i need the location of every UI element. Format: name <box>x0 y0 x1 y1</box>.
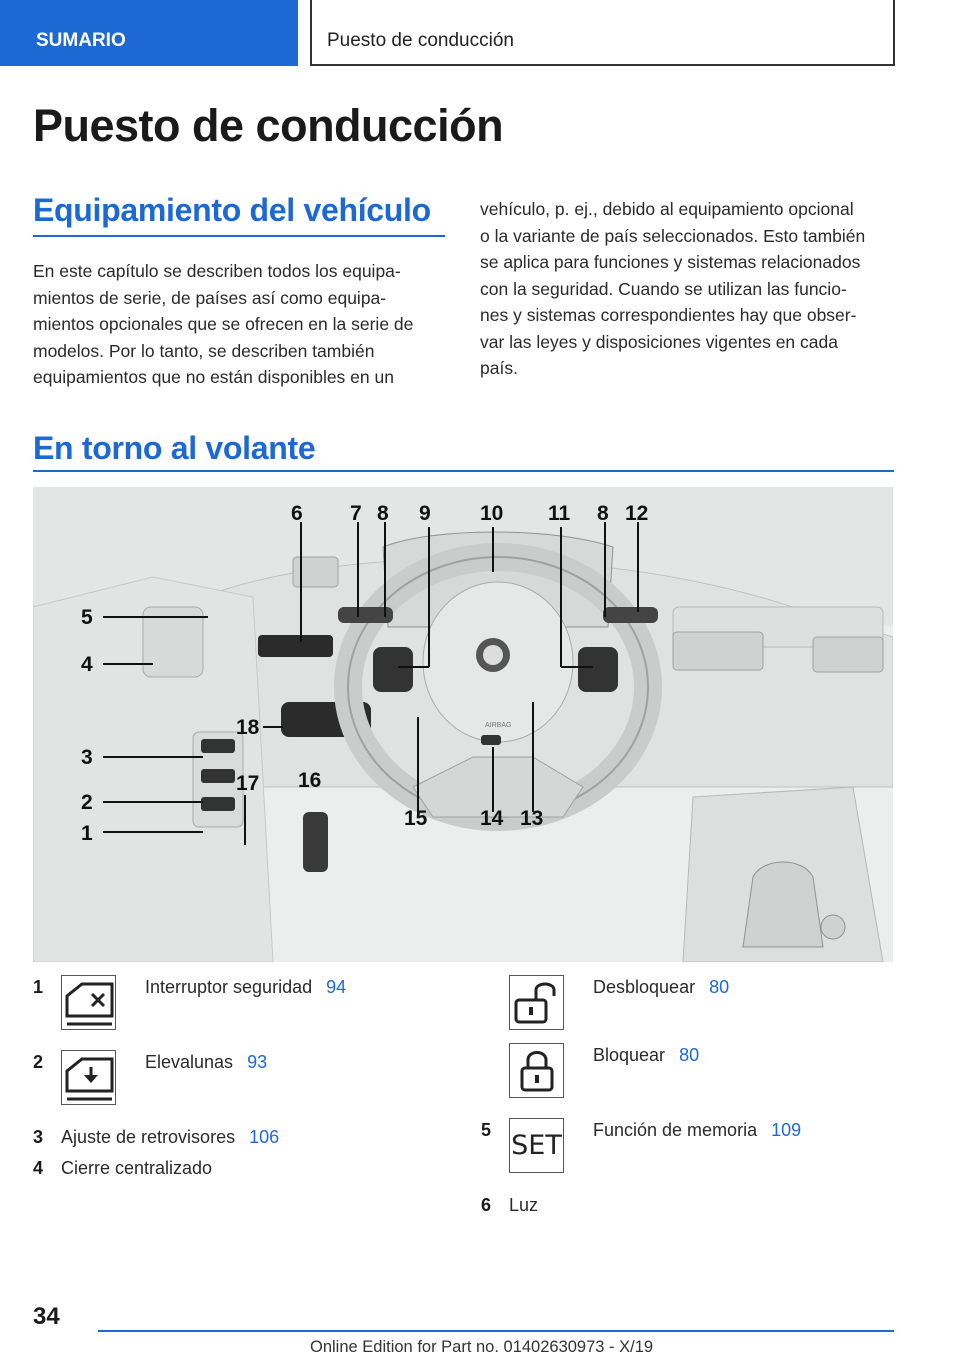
window-safety-switch-icon <box>61 975 116 1030</box>
callout-7: 7 <box>350 502 362 525</box>
callout-14: 14 <box>480 807 504 830</box>
page-link[interactable]: 93 <box>247 1052 268 1072</box>
section-heading-equipment: Equipamiento del vehículo <box>33 192 431 228</box>
text-line: var las leyes y disposiciones vigentes en cada <box>480 331 838 352</box>
callout-18: 18 <box>236 716 260 739</box>
set-icon-text: SET <box>511 1130 562 1161</box>
callout-1: 1 <box>81 822 93 845</box>
legend-item <box>145 977 346 998</box>
cockpit-illustration <box>33 487 893 962</box>
callout-2: 2 <box>81 791 93 814</box>
text-line: equipamientos que no están disponibles en un <box>33 367 394 387</box>
edition-text: Online Edition for Part no. 01402630973 - X/19 <box>310 1338 654 1356</box>
page-link[interactable]: 109 <box>771 1120 802 1140</box>
text-line: mientos de serie, de países así como equipa- <box>33 287 387 308</box>
legend-item <box>593 977 729 998</box>
legend-item <box>145 1052 267 1073</box>
page-number: 34 <box>33 1303 60 1330</box>
legend-number: 5 <box>481 1120 492 1140</box>
callout-15: 15 <box>404 807 428 830</box>
callout-4: 4 <box>81 653 93 676</box>
legend-label: Elevalunas <box>145 1052 234 1072</box>
section-rule <box>33 235 445 237</box>
legend-label: Interruptor seguridad <box>145 977 313 997</box>
legend-item <box>593 1120 801 1141</box>
section1-column-right <box>480 196 900 382</box>
legend-label: Cierre centralizado <box>61 1158 213 1178</box>
legend-label: Luz <box>509 1195 539 1215</box>
legend-label: Función de memoria <box>593 1120 758 1140</box>
legend-item <box>509 1195 538 1216</box>
callout-6: 6 <box>291 502 303 525</box>
text-line: se aplica para funciones y sistemas relacionados <box>480 252 861 272</box>
page-title: Puesto de conducción <box>33 100 504 151</box>
lock-icon <box>509 1043 564 1098</box>
legend-number: 1 <box>33 977 44 997</box>
section-rule <box>33 470 894 472</box>
text-line: o la variante de país seleccionados. Esto también <box>480 225 866 246</box>
text-line: En este capítulo se describen todos los equipa- <box>33 261 401 281</box>
callout-17: 17 <box>236 772 260 795</box>
callout-5: 5 <box>81 606 93 629</box>
text-line: modelos. Por lo tanto, se describen también <box>33 340 375 361</box>
page-link[interactable]: 94 <box>326 977 347 997</box>
text-line: nes y sistemas correspondientes hay que obser- <box>480 305 857 325</box>
section1-column-left <box>33 258 453 391</box>
text-line: mientos opcionales que se ofrecen en la serie de <box>33 314 414 334</box>
legend-label: Ajuste de retrovisores <box>61 1127 236 1147</box>
text-line: vehículo, p. ej., debido al equipamiento opcional <box>480 199 854 219</box>
page-link[interactable]: 80 <box>679 1045 700 1065</box>
legend-number: 4 <box>33 1158 44 1178</box>
tab-current-section[interactable]: Puesto de conducción <box>310 0 895 66</box>
legend-item <box>61 1127 279 1148</box>
tab-summary[interactable]: SUMARIO <box>0 0 298 66</box>
legend-label: Desbloquear <box>593 977 696 997</box>
airbag-label: AIRBAG <box>485 722 512 729</box>
callout-9: 9 <box>419 502 431 525</box>
callout-16: 16 <box>298 769 322 792</box>
power-window-icon <box>61 1050 116 1105</box>
callout-13: 13 <box>520 807 544 830</box>
callout-3: 3 <box>81 746 93 769</box>
legend-number: 2 <box>33 1052 44 1072</box>
section-heading-steering-wheel: En torno al volante <box>33 430 316 466</box>
page-link[interactable]: 106 <box>249 1127 280 1147</box>
legend-item <box>61 1158 212 1179</box>
legend-number: 6 <box>481 1195 492 1215</box>
callout-8: 8 <box>377 502 389 525</box>
callout-10: 10 <box>480 502 504 525</box>
callout-8b: 8 <box>597 502 609 525</box>
header-bar <box>0 0 960 66</box>
unlock-icon <box>509 975 564 1030</box>
legend-number: 3 <box>33 1127 44 1147</box>
footer-rule <box>98 1330 894 1332</box>
callout-12: 12 <box>625 502 649 525</box>
text-line: país. <box>480 358 518 378</box>
legend-label: Bloquear <box>593 1045 666 1065</box>
callout-11: 11 <box>548 502 571 525</box>
page-link[interactable]: 80 <box>709 977 730 997</box>
legend-item <box>593 1045 699 1066</box>
text-line: con la seguridad. Cuando se utilizan las funcio- <box>480 278 847 299</box>
set-memory-icon <box>509 1118 564 1173</box>
